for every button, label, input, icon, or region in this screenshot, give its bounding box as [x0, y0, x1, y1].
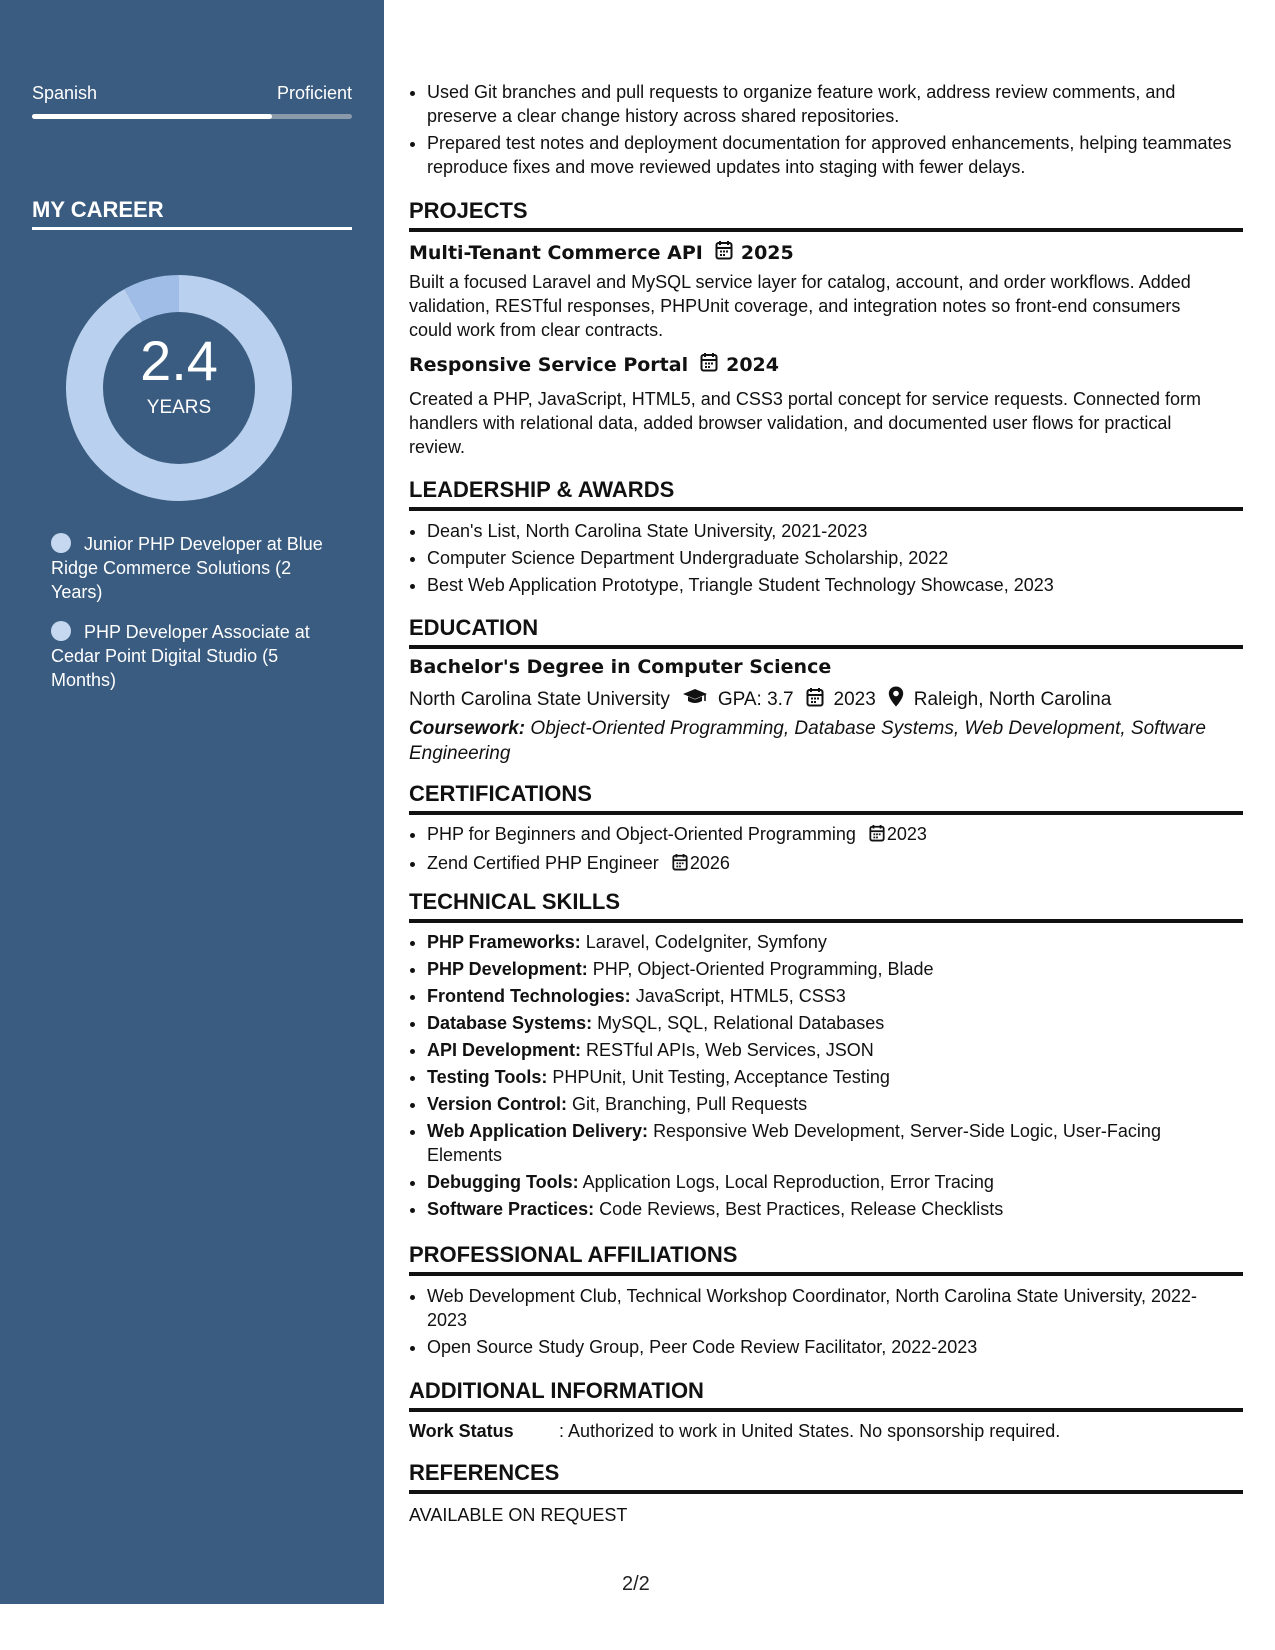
list-item	[427, 930, 1207, 954]
skill-value: Responsive Web Development, Server-Side Logic, User-Facing Elements	[427, 1121, 1161, 1165]
list-item	[427, 1197, 1207, 1221]
education-details	[409, 686, 1117, 713]
school-name: North Carolina State University	[409, 688, 670, 710]
skill-value: PHPUnit, Unit Testing, Acceptance Testing	[552, 1067, 890, 1087]
list-item	[427, 851, 1243, 877]
graduation-cap-icon	[682, 688, 708, 712]
list-item: • Computer Science Department Undergraduate Scholarship, 2022	[427, 546, 1243, 570]
work-status-label: Work Status	[409, 1421, 514, 1441]
skill-value: PHP, Object-Oriented Programming, Blade	[592, 959, 934, 979]
certifications-heading: CERTIFICATIONS	[409, 781, 1243, 815]
coursework-list: Object-Oriented Programming, Database Systems, Web Development, Software Engineering	[409, 718, 1206, 764]
degree-title: Bachelor's Degree in Computer Science	[409, 656, 832, 678]
certification-name: PHP for Beginners and Object-Oriented Programming	[427, 824, 856, 844]
calendar-icon	[869, 824, 885, 848]
project-title-row	[409, 352, 779, 377]
coursework	[409, 716, 1209, 766]
career-heading: MY CAREER	[32, 197, 164, 222]
list-item	[427, 1065, 1207, 1089]
coursework-label: Coursework:	[409, 718, 526, 739]
skills-list	[409, 930, 1243, 1224]
career-years-donut	[66, 275, 292, 501]
skill-label: Debugging Tools:	[427, 1172, 579, 1192]
career-dot-icon	[51, 533, 71, 553]
project-year: 2025	[740, 241, 794, 264]
experience-bullets	[409, 80, 1243, 182]
work-status-row	[409, 1419, 1243, 1443]
career-item	[51, 532, 336, 604]
skill-value: Git, Branching, Pull Requests	[572, 1094, 808, 1114]
career-heading-rule	[32, 227, 352, 230]
skill-label: Testing Tools:	[427, 1067, 548, 1087]
affiliations-heading: PROFESSIONAL AFFILIATIONS	[409, 1242, 1243, 1276]
project-description: Created a PHP, JavaScript, HTML5, and CSS3 portal concept for service requests. Connected form handlers with relational data, added browser validation, and documented user flows for practical review.	[409, 389, 1202, 457]
skill-label: Frontend Technologies:	[427, 986, 631, 1006]
years-label: YEARS	[146, 397, 212, 418]
skill-value: Code Reviews, Best Practices, Release Checklists	[599, 1199, 1004, 1219]
skill-label: PHP Frameworks:	[427, 932, 581, 952]
projects-heading: PROJECTS	[409, 198, 1243, 232]
references-heading: REFERENCES	[409, 1460, 1243, 1494]
years-value: 2.4	[140, 329, 218, 392]
language-progress-bar	[32, 114, 352, 119]
work-status-value: : Authorized to work in United States. No sponsorship required.	[559, 1421, 1061, 1441]
project-title: Multi-Tenant Commerce API	[409, 241, 703, 264]
list-item: • Dean's List, North Carolina State University, 2021-2023	[427, 519, 1243, 543]
skill-value: Laravel, CodeIgniter, Symfony	[585, 932, 827, 952]
project-title: Responsive Service Portal	[409, 353, 689, 376]
career-item	[51, 620, 336, 692]
list-item	[427, 1038, 1207, 1062]
career-item-label: Junior PHP Developer at Blue Ridge Commerce Solutions (2 Years)	[51, 534, 323, 602]
skill-label: Database Systems:	[427, 1013, 593, 1033]
education-location: Raleigh, North Carolina	[913, 688, 1112, 710]
additional-info-heading: ADDITIONAL INFORMATION	[409, 1378, 1243, 1412]
project-description: Built a focused Laravel and MySQL service layer for catalog, account, and order workflows. Added validation, RESTful responses, PHPUnit coverage, and integration notes so front-end consumers could work from clear contracts.	[409, 272, 1191, 340]
certification-year: 2026	[689, 853, 730, 873]
certifications-list	[409, 822, 1243, 880]
certification-name: Zend Certified PHP Engineer	[427, 853, 659, 873]
skill-value: JavaScript, HTML5, CSS3	[635, 986, 846, 1006]
language-level: Proficient	[276, 83, 352, 103]
leadership-heading: LEADERSHIP & AWARDS	[409, 477, 1243, 511]
gpa: GPA: 3.7	[717, 688, 794, 710]
education-heading: EDUCATION	[409, 615, 1243, 649]
skill-value: RESTful APIs, Web Services, JSON	[586, 1040, 874, 1060]
project-title-row	[409, 240, 794, 265]
skill-label: API Development:	[427, 1040, 582, 1060]
skill-label: Version Control:	[427, 1094, 568, 1114]
skills-heading: TECHNICAL SKILLS	[409, 889, 1243, 923]
sidebar	[0, 0, 384, 1604]
affiliations-list	[409, 1284, 1243, 1362]
project-year: 2024	[726, 353, 779, 376]
graduation-year: 2023	[833, 688, 876, 710]
calendar-icon	[806, 687, 824, 713]
location-pin-icon	[888, 686, 904, 713]
language-row	[32, 83, 352, 104]
list-item: • Prepared test notes and deployment documentation for approved enhancements, helping teammates reproduce fixes and move reviewed updates into staging with fewer delays.	[427, 131, 1243, 179]
certification-year: 2023	[886, 824, 927, 844]
career-dot-icon	[51, 621, 71, 641]
language-name: Spanish	[32, 83, 98, 103]
page-number: 2/2	[622, 1573, 650, 1595]
references-text: AVAILABLE ON REQUEST	[409, 1505, 628, 1525]
list-item	[427, 957, 1207, 981]
skill-label: Web Application Delivery:	[427, 1121, 649, 1141]
calendar-icon	[715, 240, 733, 265]
list-item: • Open Source Study Group, Peer Code Review Facilitator, 2022-2023	[427, 1335, 1227, 1359]
list-item	[427, 1092, 1207, 1116]
list-item	[427, 822, 1243, 848]
skill-label: Software Practices:	[427, 1199, 595, 1219]
language-progress-fill	[32, 114, 272, 119]
career-item-label: PHP Developer Associate at Cedar Point Digital Studio (5 Months)	[51, 622, 310, 690]
calendar-icon	[700, 352, 718, 377]
list-item	[427, 1170, 1207, 1194]
skill-value: MySQL, SQL, Relational Databases	[597, 1013, 885, 1033]
leadership-list	[409, 519, 1243, 600]
list-item	[427, 1011, 1207, 1035]
skill-label: PHP Development:	[427, 959, 588, 979]
list-item: • Used Git branches and pull requests to organize feature work, address review comments, and preserve a clear change history across shared repositories.	[427, 80, 1243, 128]
skill-value: Application Logs, Local Reproduction, Error Tracing	[582, 1172, 994, 1192]
list-item	[427, 1119, 1207, 1167]
calendar-icon	[672, 853, 688, 877]
list-item: • Best Web Application Prototype, Triangle Student Technology Showcase, 2023	[427, 573, 1243, 597]
list-item: • Web Development Club, Technical Workshop Coordinator, North Carolina State University, 2022-2023	[427, 1284, 1227, 1332]
list-item	[427, 984, 1207, 1008]
